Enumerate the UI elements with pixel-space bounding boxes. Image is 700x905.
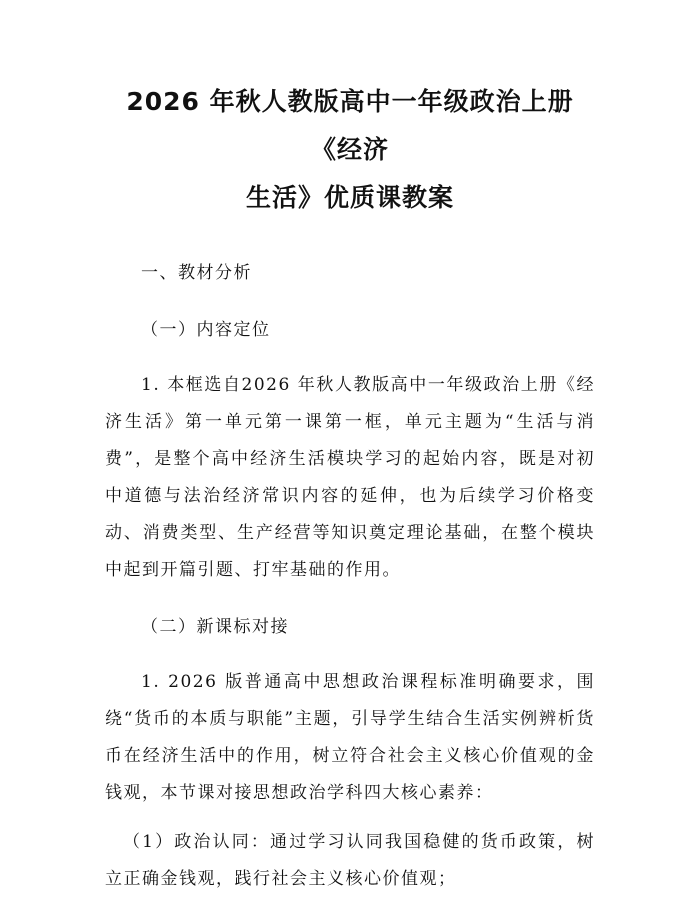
subsection-heading-content-positioning: （一）内容定位	[141, 320, 271, 340]
title-line-1: 2026 年秋人教版高中一年级政治上册《经济	[126, 87, 574, 164]
subsection-heading-curriculum-standard: （二）新课标对接	[141, 617, 289, 637]
paragraph-curriculum-standard: 1. 2026 版普通高中思想政治课程标准明确要求，围绕“货币的本质与职能”主题，引导学生结合生活实例辨析货币在经济生活中的作用，树立符合社会主义核心价值观的金钱观，本节课对接思想政治学科四大核心素养：	[105, 672, 595, 803]
document-title	[105, 0, 595, 222]
paragraph-content-positioning: 1. 本框选自2026 年秋人教版高中一年级政治上册《经济生活》第一单元第一课第一框，单元主题为“生活与消费”，是整个高中经济生活模块学习的起始内容，既是对初中道德与法治经济常识内容的延伸，也为后续学习价格变动、消费类型、生产经营等知识奠定理论基础，在整个模块中起到开篇引题、打牢基础的作用。	[105, 375, 595, 580]
title-line-2: 生活》优质课教案	[245, 183, 454, 212]
paragraph-political-identity: （1）政治认同：通过学习认同我国稳健的货币政策，树立正确金钱观，践行社会主义核心价值观；	[105, 832, 595, 889]
section-heading-textbook-analysis: 一、教材分析	[141, 263, 252, 283]
